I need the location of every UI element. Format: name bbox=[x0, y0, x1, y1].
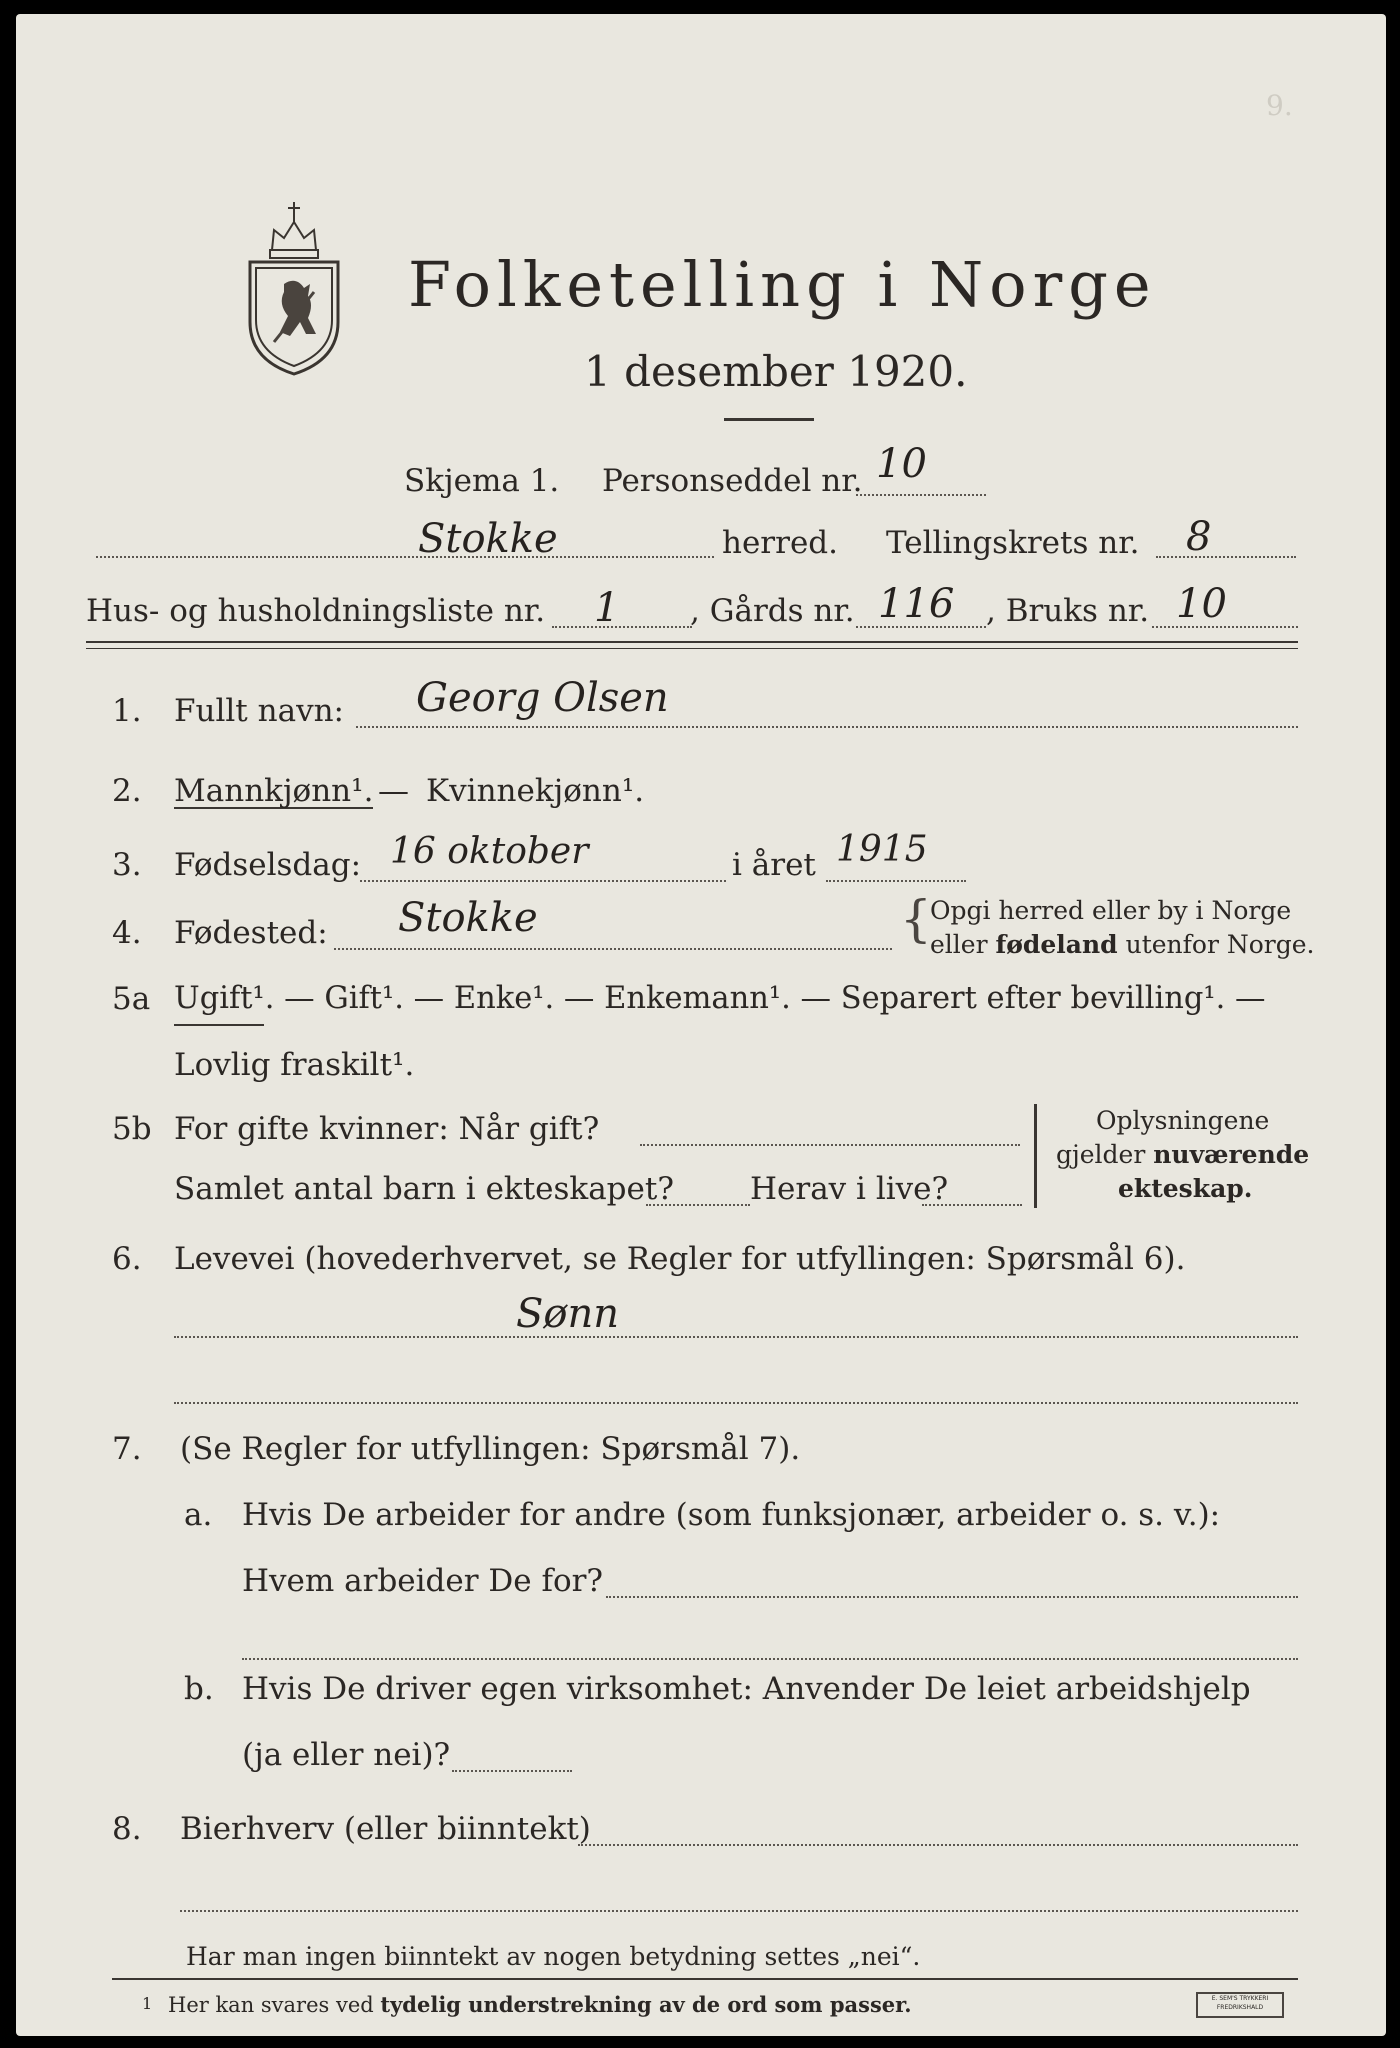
married-when-label: For gifte kvinner: Når gift? bbox=[174, 1111, 600, 1147]
marriage-note-2: gjelder nuværende bbox=[1056, 1140, 1310, 1169]
birthplace-value: Stokke bbox=[398, 895, 538, 941]
q6-label: Levevei (hovederhvervet, se Regler for utfyllingen: Spørsmål 6). bbox=[174, 1241, 1186, 1277]
q4-label: Fødested: bbox=[174, 915, 328, 951]
q7a-letter: a. bbox=[184, 1497, 213, 1533]
q7-label: (Se Regler for utfyllingen: Spørsmål 7). bbox=[180, 1431, 801, 1467]
tellingskrets-value: 8 bbox=[1186, 514, 1212, 560]
q4-number: 4. bbox=[112, 915, 142, 951]
bleed-through: 9. bbox=[1266, 89, 1293, 122]
q2-number: 2. bbox=[112, 773, 142, 809]
q7a-question: Hvis De arbeider for andre (som funksjonær, arbeider o. s. v.): bbox=[242, 1497, 1221, 1533]
bruks-label: , Bruks nr. bbox=[986, 593, 1150, 629]
full-name-value: Georg Olsen bbox=[416, 675, 669, 721]
footer-rule bbox=[112, 1978, 1298, 1980]
q5b-number: 5b bbox=[112, 1111, 152, 1147]
children-alive-label: Herav i live? bbox=[750, 1171, 949, 1207]
gender-female-option: Kvinnekjønn¹. bbox=[426, 773, 645, 809]
gards-value: 116 bbox=[878, 581, 955, 627]
husholdningsliste-label: Hus- og husholdningsliste nr. bbox=[86, 593, 546, 629]
no-income-note: Har man ingen biinntekt av nogen betydning settes „nei“. bbox=[186, 1942, 921, 1971]
marriage-note-1: Oplysningene bbox=[1096, 1106, 1270, 1135]
q8-label: Bierhverv (eller biinntekt) bbox=[180, 1811, 591, 1847]
q6-number: 6. bbox=[112, 1241, 142, 1277]
bruks-value: 10 bbox=[1176, 581, 1227, 627]
census-form-page: 9. Folketelling i Norge 1 desember 1920. Skjema 1. Personseddel nr. 10 Stokke herred. Tellingskrets nr. 8 Hus- og husholdningsliste nr. 1 , Gårds nr. 116 , Bruks nr. 10 1. Fullt navn: Georg Olsen 2. Mannkjønn¹. — Kvinnekjønn¹. 3. Fødselsdag: 16 oktober i året 1915 4. Fødested: Stokke { Opgi herred eller by i Norge eller fødeland utenfor Norge. 5a Ugift¹. — Gift¹. — Enke¹. — Enkemann¹. — Separert efter bevilling¹. — Lovlig fraskilt¹. 5b For gifte kvinner: Når gift? Samlet antal barn i ekteskapet? Herav i live? Oplysningene gjelder nuværende ekteskap. 6. Levevei (hovederhvervet, se Regler for utfyllingen: Spørsmål 6). Sønn 7. (Se Regler for utfyllingen: Spørsmål 7). a. Hvis De arbeider for andre (som funksjonær, arbeider o. s. v.): Hvem arbeider De for? b. Hvis De driver egen virksomhet: Anvender De leiet arbeidshjelp (ja eller nei)? 8. Bierhverv (eller biinntekt) Har man ingen biinntekt av nogen betydning settes „nei“. 1 Her kan svares ved tydelig understrekning av de ord som passer. E. SEM'S TRYKKERI FREDRIKSHALD bbox=[16, 14, 1386, 2036]
occupation-value: Sønn bbox=[516, 1291, 620, 1337]
gender-separator: — bbox=[378, 773, 409, 809]
ugift-underline bbox=[174, 1024, 264, 1026]
q7b-answer-label: (ja eller nei)? bbox=[242, 1737, 451, 1773]
coat-of-arms-emblem bbox=[244, 192, 344, 377]
herred-label: herred. bbox=[722, 525, 838, 561]
birthplace-note-1: Opgi herred eller by i Norge bbox=[930, 896, 1292, 925]
tellingskrets-label: Tellingskrets nr. bbox=[886, 525, 1140, 561]
footnote-number: 1 bbox=[142, 1994, 153, 2013]
marital-status-options: Ugift¹. — Gift¹. — Enke¹. — Enkemann¹. — Separert efter bevilling¹. — bbox=[174, 981, 1266, 1016]
birthday-value: 16 oktober bbox=[390, 831, 589, 872]
children-count-label: Samlet antal barn i ekteskapet? bbox=[174, 1171, 674, 1207]
q8-number: 8. bbox=[112, 1811, 142, 1847]
birth-year-value: 1915 bbox=[836, 829, 928, 870]
q3-number: 3. bbox=[112, 847, 142, 883]
title-divider bbox=[724, 418, 814, 421]
personseddel-label: Personseddel nr. bbox=[602, 463, 863, 499]
q1-label: Fullt navn: bbox=[174, 693, 344, 729]
gards-label: , Gårds nr. bbox=[690, 593, 855, 629]
printer-stamp: E. SEM'S TRYKKERI FREDRIKSHALD bbox=[1196, 1992, 1284, 2018]
census-date: 1 desember 1920. bbox=[584, 347, 968, 396]
gender-male-option: Mannkjønn¹. bbox=[174, 773, 374, 809]
q7b-question: Hvis De driver egen virksomhet: Anvender De leiet arbeidshjelp bbox=[242, 1671, 1251, 1707]
footnote-text: Her kan svares ved tydelig understrekning av de ord som passer. bbox=[168, 1992, 912, 2017]
husholdningsliste-value: 1 bbox=[594, 585, 620, 631]
schema-label: Skjema 1. bbox=[404, 463, 560, 499]
q7-number: 7. bbox=[112, 1431, 142, 1467]
marital-status-options-2: Lovlig fraskilt¹. bbox=[174, 1047, 415, 1083]
q1-number: 1. bbox=[112, 693, 142, 729]
q3-label: Fødselsdag: bbox=[174, 847, 362, 883]
header-rule bbox=[86, 641, 1298, 643]
birthplace-note-2: eller fødeland utenfor Norge. bbox=[930, 930, 1315, 959]
q5a-number: 5a bbox=[112, 981, 151, 1017]
herred-value: Stokke bbox=[418, 516, 558, 562]
marriage-note-3: ekteskap. bbox=[1118, 1174, 1253, 1203]
year-label: i året bbox=[732, 847, 816, 883]
q7b-letter: b. bbox=[184, 1671, 214, 1707]
personseddel-value: 10 bbox=[876, 441, 927, 487]
form-title: Folketelling i Norge bbox=[408, 248, 1157, 321]
q7a-employer-label: Hvem arbeider De for? bbox=[242, 1563, 604, 1599]
